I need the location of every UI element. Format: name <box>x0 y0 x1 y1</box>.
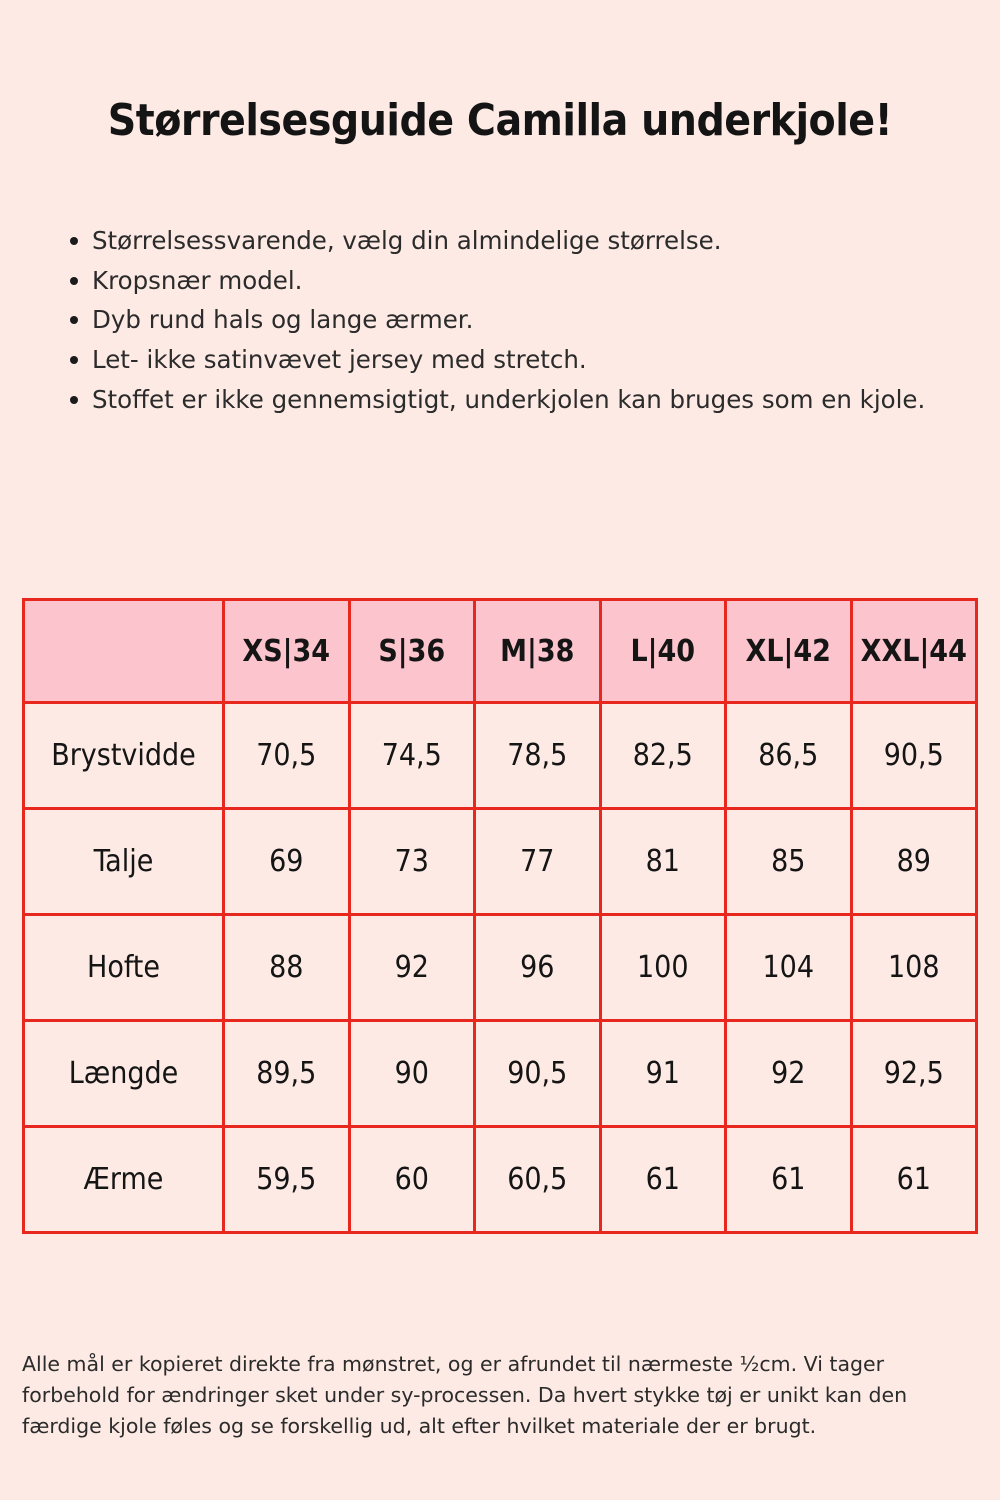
column-header-l: L|40 <box>600 600 726 703</box>
row-header-aerme: Ærme <box>24 1127 224 1233</box>
column-header-s: S|36 <box>349 600 475 703</box>
table-cell: 77 <box>475 809 601 915</box>
table-row <box>24 1021 977 1127</box>
table-cell: 108 <box>851 915 977 1021</box>
table-cell: 86,5 <box>726 703 852 809</box>
row-header-laengde: Længde <box>24 1021 224 1127</box>
column-header-m: M|38 <box>475 600 601 703</box>
table-cell: 104 <box>726 915 852 1021</box>
size-table-container <box>22 598 978 1234</box>
list-item: Kropsnær model. <box>70 261 978 301</box>
table-cell: 88 <box>224 915 350 1021</box>
table-cell: 81 <box>600 809 726 915</box>
row-header-brystvidde: Brystvidde <box>24 703 224 809</box>
table-cell: 90 <box>349 1021 475 1127</box>
table-cell: 60 <box>349 1127 475 1233</box>
table-cell: 73 <box>349 809 475 915</box>
table-cell: 89 <box>851 809 977 915</box>
column-header-xl: XL|42 <box>726 600 852 703</box>
list-item: Let- ikke satinvævet jersey med stretch. <box>70 340 978 380</box>
table-cell: 92,5 <box>851 1021 977 1127</box>
table-cell: 92 <box>726 1021 852 1127</box>
table-row <box>24 1127 977 1233</box>
table-cell: 89,5 <box>224 1021 350 1127</box>
table-header-row <box>24 600 977 703</box>
table-cell: 91 <box>600 1021 726 1127</box>
table-cell: 70,5 <box>224 703 350 809</box>
feature-bullet-list <box>22 221 978 419</box>
table-cell: 61 <box>600 1127 726 1233</box>
table-cell: 61 <box>726 1127 852 1233</box>
size-table <box>22 598 978 1234</box>
table-cell: 59,5 <box>224 1127 350 1233</box>
page-title: Størrelsesguide Camilla underkjole! <box>107 95 893 146</box>
table-row <box>24 703 977 809</box>
list-item: Størrelsessvarende, vælg din almindelige størrelse. <box>70 221 978 261</box>
table-cell: 90,5 <box>851 703 977 809</box>
table-row <box>24 809 977 915</box>
footnote-text: Alle mål er kopieret direkte fra mønstret, og er afrundet til nærmeste ½cm. Vi tager forbehold for ændringer sket under sy-processen. Da hvert stykke tøj er unikt kan den færdige kjole føles og se forskellig ud, alt efter hvilket materiale der er brugt. <box>22 1352 908 1438</box>
row-header-talje: Talje <box>24 809 224 915</box>
table-cell: 90,5 <box>475 1021 601 1127</box>
table-cell: 69 <box>224 809 350 915</box>
table-cell: 100 <box>600 915 726 1021</box>
row-header-hofte: Hofte <box>24 915 224 1021</box>
column-header-xxl: XXL|44 <box>851 600 977 703</box>
list-item: Stoffet er ikke gennemsigtigt, underkjolen kan bruges som en kjole. <box>70 380 978 420</box>
table-cell: 92 <box>349 915 475 1021</box>
table-cell: 78,5 <box>475 703 601 809</box>
table-cell: 85 <box>726 809 852 915</box>
table-row <box>24 915 977 1021</box>
table-cell: 60,5 <box>475 1127 601 1233</box>
table-cell: 82,5 <box>600 703 726 809</box>
list-item: Dyb rund hals og lange ærmer. <box>70 300 978 340</box>
table-cell: 96 <box>475 915 601 1021</box>
table-cell: 74,5 <box>349 703 475 809</box>
column-header-xs: XS|34 <box>224 600 350 703</box>
table-cell: 61 <box>851 1127 977 1233</box>
table-corner-cell <box>24 600 224 703</box>
